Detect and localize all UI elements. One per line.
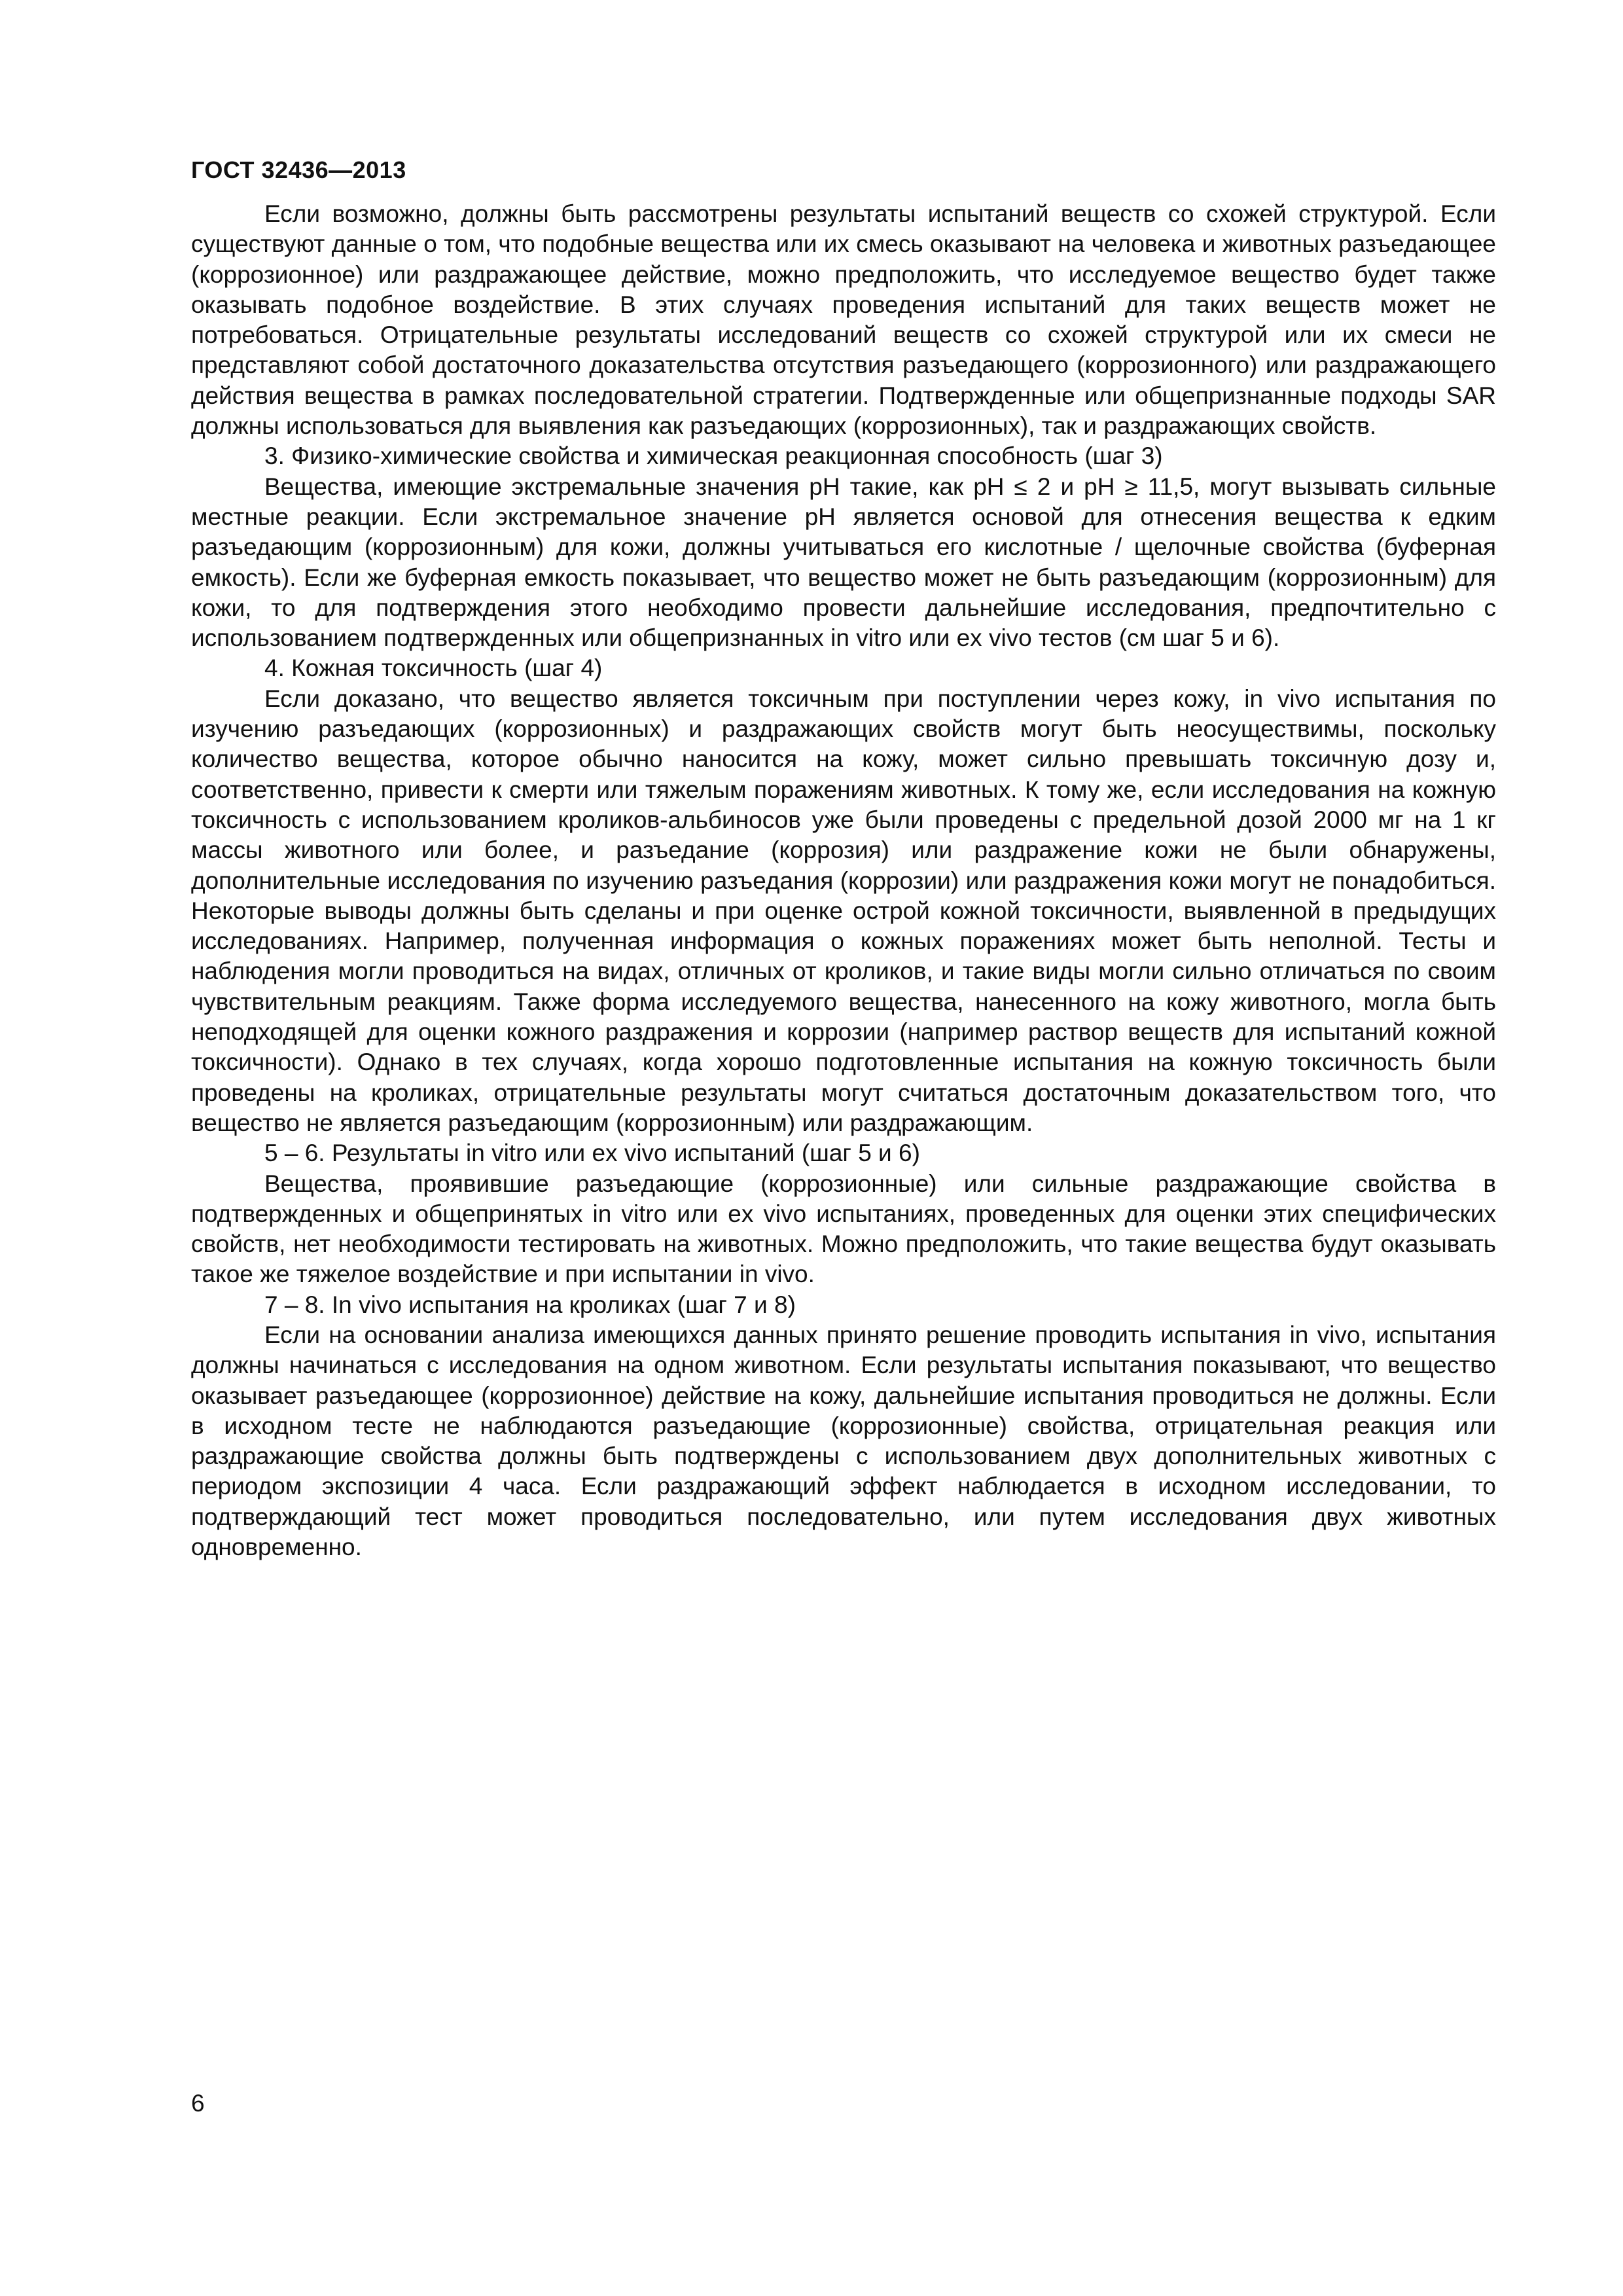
paragraph-dermal-toxicity: Если доказано, что вещество является токсичным при поступлении через кожу, in vivo испытания по изучению разъедающих (коррозионных) и раздражающих свойств могут быть неосуществимы, поскольку количество вещества, которое обычно наносится на кожу, может сильно превышать токсичную дозу и, соответственно, привести к смерти или тяжелым поражениям животных. К тому же, если исследования на кожную токсичность с использованием кроликов-альбиносов уже были проведены с предельной дозой 2000 мг на 1 кг массы животного или более, и разъедание (коррозия) или раздражение кожи не были обнаружены, дополнительные исследования по изучению разъедания (коррозии) или раздражения кожи могут не понадобиться. Некоторые выводы должны быть сделаны и при оценке острой кожной токсичности, выявленной в предыдущих исследованиях. Например, полученная информация о кожных поражениях может быть неполной. Тесты и наблюдения могли проводиться на видах, отличных от кроликов, и такие виды могли сильно отличаться по своим чувствительным реакциям. Также форма исследуемого вещества, нанесенного на кожу животного, могла быть неподходящей для оценки кожного раздражения и коррозии (например раствор веществ для испытаний кожной токсичности). Однако в тех случаях, когда хорошо подготовленные испытания на кожную токсичность были проведены на кроликах, отрицательные результаты могут считаться достаточным доказательством того, что вещество не является разъедающим (коррозионным) или раздражающим.	[191, 685, 1496, 1136]
section-heading-step-7-8: 7 – 8. In vivo испытания на кроликах (шаг 7 и 8)	[264, 1291, 796, 1318]
section-heading-step-3: 3. Физико-химические свойства и химическая реакционная способность (шаг 3)	[264, 442, 1163, 470]
paragraph-ph-properties: Вещества, имеющие экстремальные значения pH такие, как pH ≤ 2 и pH ≥ 11,5, могут вызывать сильные местные реакции. Если экстремальное значение pH является основой для отнесения вещества к едким разъедающим (коррозионным) для кожи, должны учитываться его кислотные / щелочные свойства (буферная емкость). Если же буферная емкость показывает, что вещество может не быть разъедающим (коррозионным) для кожи, то для подтверждения этого необходимо провести дальнейшие исследования, предпочтительно с использованием подтвержденных или общепризнанных in vitro или ex vivo тестов (см шаг 5 и 6).	[191, 473, 1496, 652]
page-number: 6	[191, 2090, 205, 2117]
section-heading-step-4: 4. Кожная токсичность (шаг 4)	[264, 655, 603, 682]
standard-header: ГОСТ 32436—2013	[191, 156, 406, 183]
section-heading-step-5-6: 5 – 6. Результаты in vitro или ex vivo испытаний (шаг 5 и 6)	[264, 1139, 920, 1167]
document-body	[191, 199, 1496, 1562]
paragraph-in-vitro-results: Вещества, проявившие разъедающие (коррозионные) или сильные раздражающие свойства в подтвержденных и общепринятых in vitro или ex vivo испытаниях, проведенных для оценки этих специфических свойств, нет необходимости тестировать на животных. Можно предположить, что такие вещества будут оказывать такое же тяжелое воздействие и при испытании in vivo.	[191, 1170, 1496, 1288]
paragraph-in-vivo-testing: Если на основании анализа имеющихся данных принято решение проводить испытания in vivo, испытания должны начинаться с исследования на одном животном. Если результаты испытания показывают, что вещество оказывает разъедающее (коррозионное) действие на кожу, дальнейшие испытания проводиться не должны. Если в исходном тесте не наблюдаются разъедающие (коррозионные) свойства, отрицательная реакция или раздражающие свойства должны быть подтверждены с использованием двух дополнительных животных с периодом экспозиции 4 часа. Если раздражающий эффект наблюдается в исходном исследовании, то подтверждающий тест может проводиться последовательно, или путем исследования двух животных одновременно.	[191, 1321, 1496, 1561]
paragraph-sar-approaches: Если возможно, должны быть рассмотрены результаты испытаний веществ со схожей структурой. Если существуют данные о том, что подобные вещества или их смесь оказывают на человека и животных разъедающее (коррозионное) или раздражающее действие, можно предположить, что исследуемое вещество будет также оказывать подобное воздействие. В этих случаях проведения испытаний для таких веществ может не потребоваться. Отрицательные результаты исследований веществ со схожей структурой или их смеси не представляют собой достаточного доказательства отсутствия разъедающего (коррозионного) или раздражающего действия вещества в рамках последовательной стратегии. Подтвержденные или общепризнанные подходы SAR должны использоваться для выявления как разъедающих (коррозионных), так и раздражающих свойств.	[191, 200, 1496, 440]
